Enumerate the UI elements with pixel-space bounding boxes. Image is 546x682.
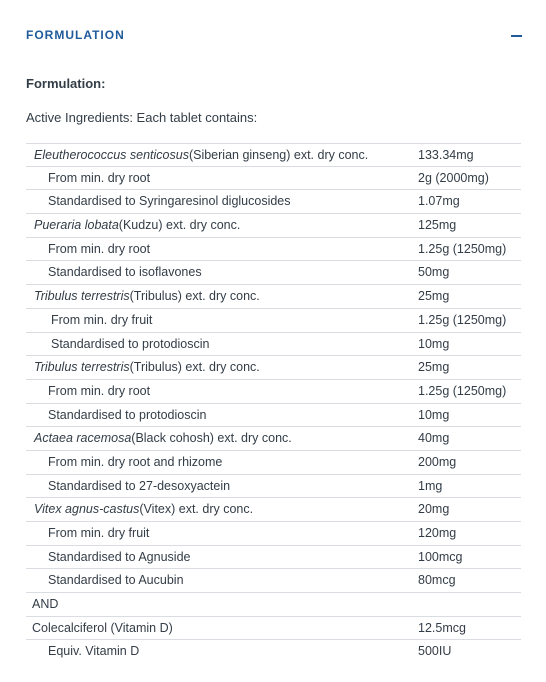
table-row: [26, 569, 521, 593]
accordion-title: FORMULATION: [26, 28, 125, 42]
ingredient-amount: 1.25g (1250mg): [418, 312, 507, 327]
table-row: [26, 309, 521, 333]
table-row: [26, 593, 521, 617]
ingredient-amount: 20mg: [418, 502, 450, 517]
ingredient-amount: 10mg: [418, 336, 450, 351]
ingredients-table: [26, 143, 521, 664]
ingredient-name: Equiv. Vitamin D: [48, 644, 140, 659]
ingredient-amount: 40mg: [418, 431, 450, 446]
table-row: [26, 333, 521, 357]
ingredient-latin-name: Tribulus terrestris: [34, 289, 130, 304]
table-row: [26, 285, 521, 309]
ingredient-amount: 133.34mg: [418, 148, 474, 162]
ingredient-amount: 100mcg: [418, 549, 463, 564]
table-row: [26, 167, 521, 191]
ingredient-name: Standardised to Aucubin: [48, 573, 184, 588]
ingredient-amount: 10mg: [418, 407, 450, 422]
ingredient-amount: 120mg: [418, 526, 457, 540]
table-row: [26, 546, 521, 570]
table-row: [26, 190, 521, 214]
ingredient-amount: 25mg: [418, 360, 450, 375]
table-row: [26, 380, 521, 404]
table-row: [26, 617, 521, 641]
ingredient-name: Standardised to Syringaresinol diglucosides: [48, 194, 291, 209]
ingredient-amount: 1.07mg: [418, 194, 460, 209]
ingredient-name: From min. dry root and rhizome: [48, 454, 223, 469]
ingredient-name: From min. dry fruit: [51, 312, 153, 327]
ingredient-amount: 1.25g (1250mg): [418, 241, 507, 256]
ingredient-amount: 500IU: [418, 644, 452, 659]
table-row: [26, 143, 521, 167]
ingredient-latin-name: Vitex agnus-castus: [34, 502, 140, 517]
ingredient-name: Eleutherococcus senticosus(Siberian ginseng) ext. dry conc.: [34, 148, 369, 162]
active-ingredients-intro: Active Ingredients: Each tablet contains:: [26, 110, 258, 125]
ingredient-amount: 50mg: [418, 265, 450, 280]
table-row: [26, 261, 521, 285]
formulation-heading: Formulation:: [26, 76, 106, 91]
ingredient-amount: 12.5mcg: [418, 620, 466, 635]
table-row: [26, 640, 521, 664]
table-row: [26, 427, 521, 451]
ingredient-name: Standardised to isoflavones: [48, 265, 202, 280]
table-row: [26, 522, 521, 546]
ingredient-name: Tribulus terrestris(Tribulus) ext. dry conc.: [34, 360, 260, 375]
ingredient-name: From min. dry root: [48, 170, 151, 185]
ingredient-amount: 1mg: [418, 478, 443, 493]
table-row: [26, 451, 521, 475]
ingredient-name: Standardised to Agnuside: [48, 549, 191, 564]
ingredient-name: From min. dry fruit: [48, 526, 150, 540]
table-row: [26, 498, 521, 522]
ingredient-name: Actaea racemosa(Black cohosh) ext. dry conc.: [34, 431, 292, 446]
ingredient-name: Standardised to protodioscin: [51, 336, 210, 351]
ingredient-name: Vitex agnus-castus(Vitex) ext. dry conc.: [34, 502, 254, 517]
ingredient-amount: 125mg: [418, 218, 457, 233]
ingredient-name: Pueraria lobata(Kudzu) ext. dry conc.: [34, 218, 241, 233]
ingredient-latin-name: Pueraria lobata: [34, 218, 119, 233]
table-row: [26, 238, 521, 262]
ingredient-name: Standardised to 27-desoxyactein: [48, 478, 231, 493]
table-row: [26, 214, 521, 238]
ingredient-amount: 80mcg: [418, 573, 456, 588]
table-row: [26, 404, 521, 428]
ingredient-amount: 2g (2000mg): [418, 170, 489, 185]
table-row: [26, 475, 521, 499]
table-row: [26, 356, 521, 380]
ingredient-name: From min. dry root: [48, 383, 151, 398]
ingredient-name: From min. dry root: [48, 241, 151, 256]
accordion-header[interactable]: [26, 28, 522, 44]
ingredient-amount: 25mg: [418, 289, 450, 304]
ingredient-name: AND: [32, 597, 59, 612]
ingredient-name: Standardised to protodioscin: [48, 407, 207, 422]
ingredient-latin-name: Eleutherococcus senticosus: [34, 148, 189, 162]
ingredient-name: Colecalciferol (Vitamin D): [32, 620, 173, 635]
ingredient-amount: 200mg: [418, 454, 457, 469]
ingredient-latin-name: Tribulus terrestris: [34, 360, 130, 375]
ingredient-amount: 1.25g (1250mg): [418, 383, 507, 398]
collapse-minus-icon[interactable]: [511, 35, 522, 37]
ingredient-latin-name: Actaea racemosa: [34, 431, 132, 446]
ingredient-name: Tribulus terrestris(Tribulus) ext. dry conc.: [34, 289, 260, 304]
